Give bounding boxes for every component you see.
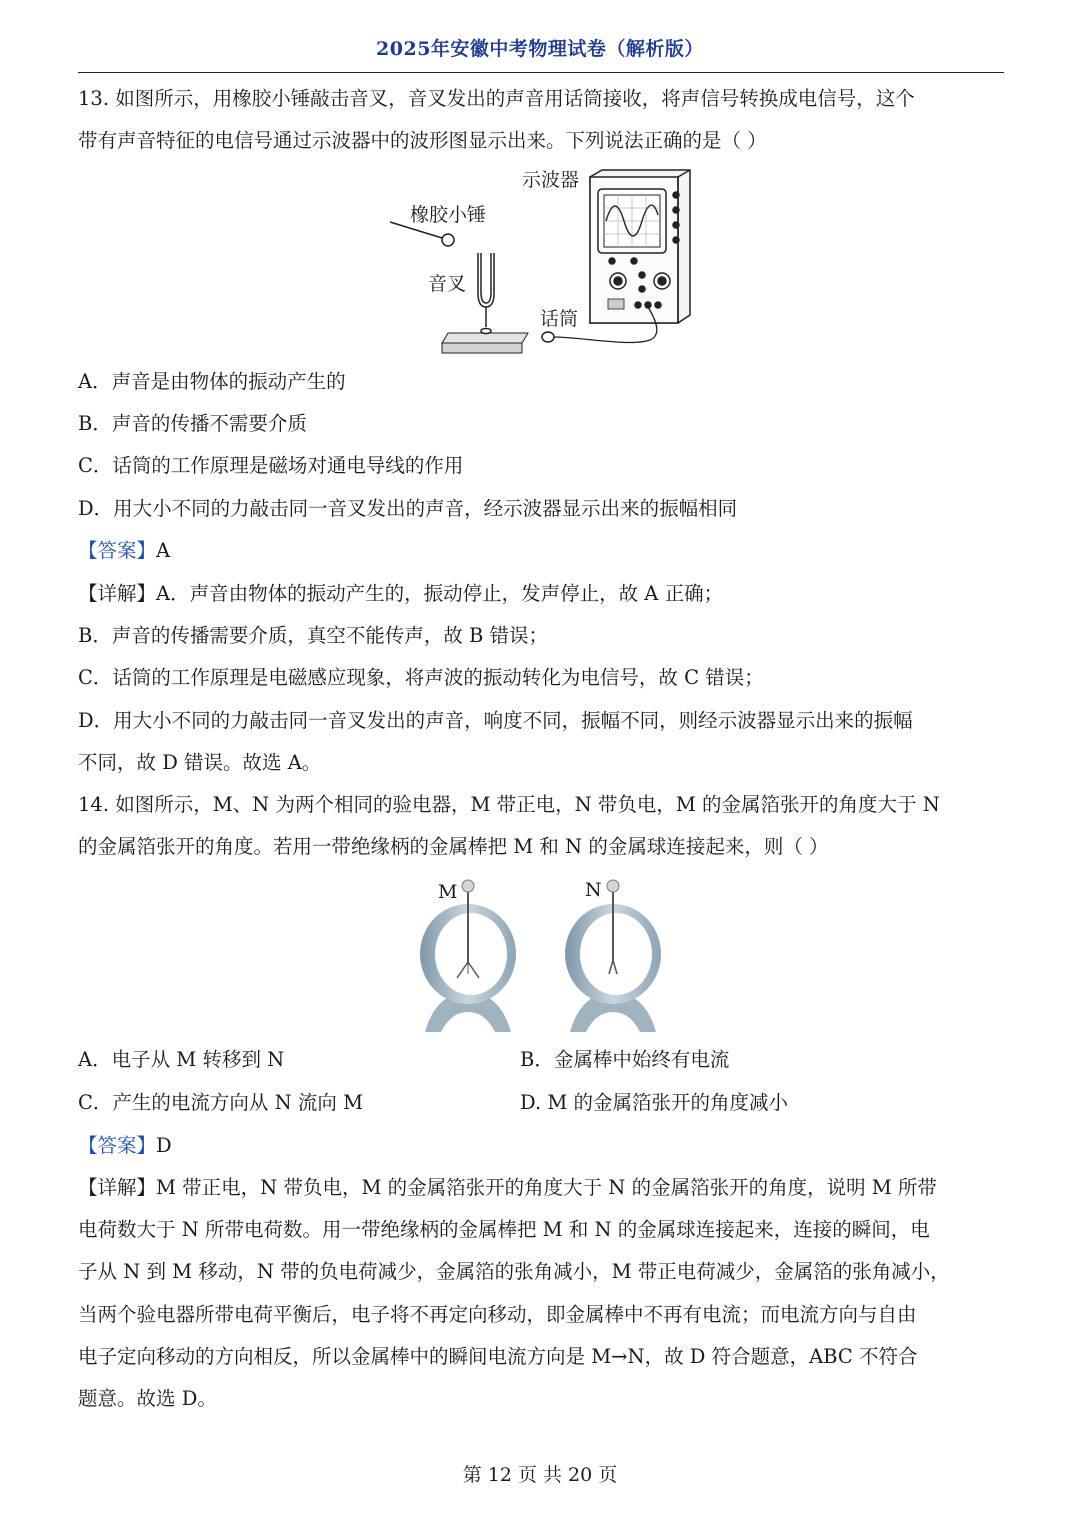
header-divider: [78, 72, 1004, 73]
answer-value: D: [156, 1134, 172, 1157]
q14-detail-line-3: 子从 N 到 M 移动，N 带的负电荷减少，金属箔的张角减小，M 带正电荷减少，金属箔的张角减小，: [78, 1260, 950, 1283]
detail-text: M 带正电，N 带负电，M 的金属箔张开的角度大于 N 的金属箔张开的角度，说明 M 所带: [156, 1176, 937, 1199]
q13-detail-line-1: [78, 579, 1008, 609]
electroscope-n: [565, 880, 661, 1032]
answer-tag: 【答案】: [78, 1134, 157, 1157]
q14-detail-line-2: 电荷数大于 N 所带电荷数。用一带绝缘柄的金属棒把 M 和 N 的金属球连接起来，连接的瞬间，电: [78, 1218, 930, 1241]
page-number: 第 12 页 共 20 页: [462, 1464, 618, 1486]
q13-detail-line-2: B．声音的传播需要介质，真空不能传声，故 B 错误；: [78, 624, 549, 647]
oscilloscope-label: 示波器: [522, 169, 580, 191]
q14-detail-line-1: [78, 1173, 1008, 1203]
q13-option-a: A．声音是由物体的振动产生的: [78, 370, 346, 393]
q14-detail-line-4: 当两个验电器所带电荷平衡后，电子将不再定向移动，即金属棒中不再有电流；而电流方向与自由: [78, 1303, 917, 1326]
microphone: [542, 332, 554, 342]
oscilloscope: [590, 170, 690, 323]
electroscope-m-label: M: [438, 881, 458, 903]
q13-stem-line-2: 带有声音特征的电信号通过示波器中的波形图显示出来。下列说法正确的是（ ）: [78, 129, 767, 152]
detail-tag: 【详解】: [78, 1176, 157, 1199]
q13-detail-line-5: 不同，故 D 错误。故选 A。: [78, 751, 322, 774]
q13-detail-line-4: D．用大小不同的力敲击同一音叉发出的声音，响度不同，振幅不同，则经示波器显示出来的振幅: [78, 709, 913, 732]
detail-text: A．声音由物体的振动产生的，振动停止，发声停止，故 A 正确；: [156, 582, 724, 605]
q13-option-b: B．声音的传播不需要介质: [78, 412, 307, 435]
electroscope-n-label: N: [585, 879, 602, 901]
q13-option-d: D．用大小不同的力敲击同一音叉发出的声音，经示波器显示出来的振幅相同: [78, 497, 738, 520]
fork-base: [442, 333, 528, 343]
q13-detail-line-3: C．话筒的工作原理是电磁感应现象，将声波的振动转化为电信号，故 C 错误；: [78, 666, 764, 689]
q14-stem-line-2: 的金属箔张开的角度。若用一带绝缘柄的金属棒把 M 和 N 的金属球连接起来，则（ ）: [78, 835, 829, 858]
answer-tag: 【答案】: [78, 539, 157, 562]
q13-stem-line-1: 13. 如图所示，用橡胶小锤敲击音叉，音叉发出的声音用话筒接收，将声信号转换成电信号，这个: [78, 87, 915, 110]
q13-answer: [78, 536, 1008, 566]
hammer-head: [442, 234, 454, 246]
q14-detail-line-6: 题意。故选 D。: [78, 1387, 217, 1410]
answer-value: A: [156, 539, 171, 562]
detail-tag: 【详解】: [78, 582, 157, 605]
q14-option-b: B．金属棒中始终有电流: [520, 1048, 730, 1071]
tuning-fork-label: 音叉: [428, 273, 467, 295]
q14-stem-line-1: 14. 如图所示，M、N 为两个相同的验电器，M 带正电，N 带负电，M 的金属箔张开的角度大于 N: [78, 793, 940, 816]
q14-answer: [78, 1131, 1008, 1161]
q13-option-c: C．话筒的工作原理是磁场对通电导线的作用: [78, 454, 464, 477]
q14-option-a: A．电子从 M 转移到 N: [78, 1048, 285, 1071]
page-title: 2025年安徽中考物理试卷（解析版）: [376, 38, 704, 60]
microphone-label: 话筒: [540, 308, 579, 330]
q14-detail-line-5: 电子定向移动的方向相反，所以金属棒中的瞬间电流方向是 M→N，故 D 符合题意，ABC 不符合: [78, 1345, 918, 1368]
q14-option-c: C．产生的电流方向从 N 流向 M: [78, 1091, 364, 1114]
electroscope-m-ball: [462, 880, 474, 892]
tuning-fork: [478, 253, 494, 334]
electroscope-m: [420, 880, 516, 1032]
electroscope-n-ball: [607, 880, 619, 892]
hammer-label: 橡胶小锤: [410, 204, 487, 226]
q14-option-d: D. M 的金属箔张开的角度减小: [520, 1091, 789, 1114]
